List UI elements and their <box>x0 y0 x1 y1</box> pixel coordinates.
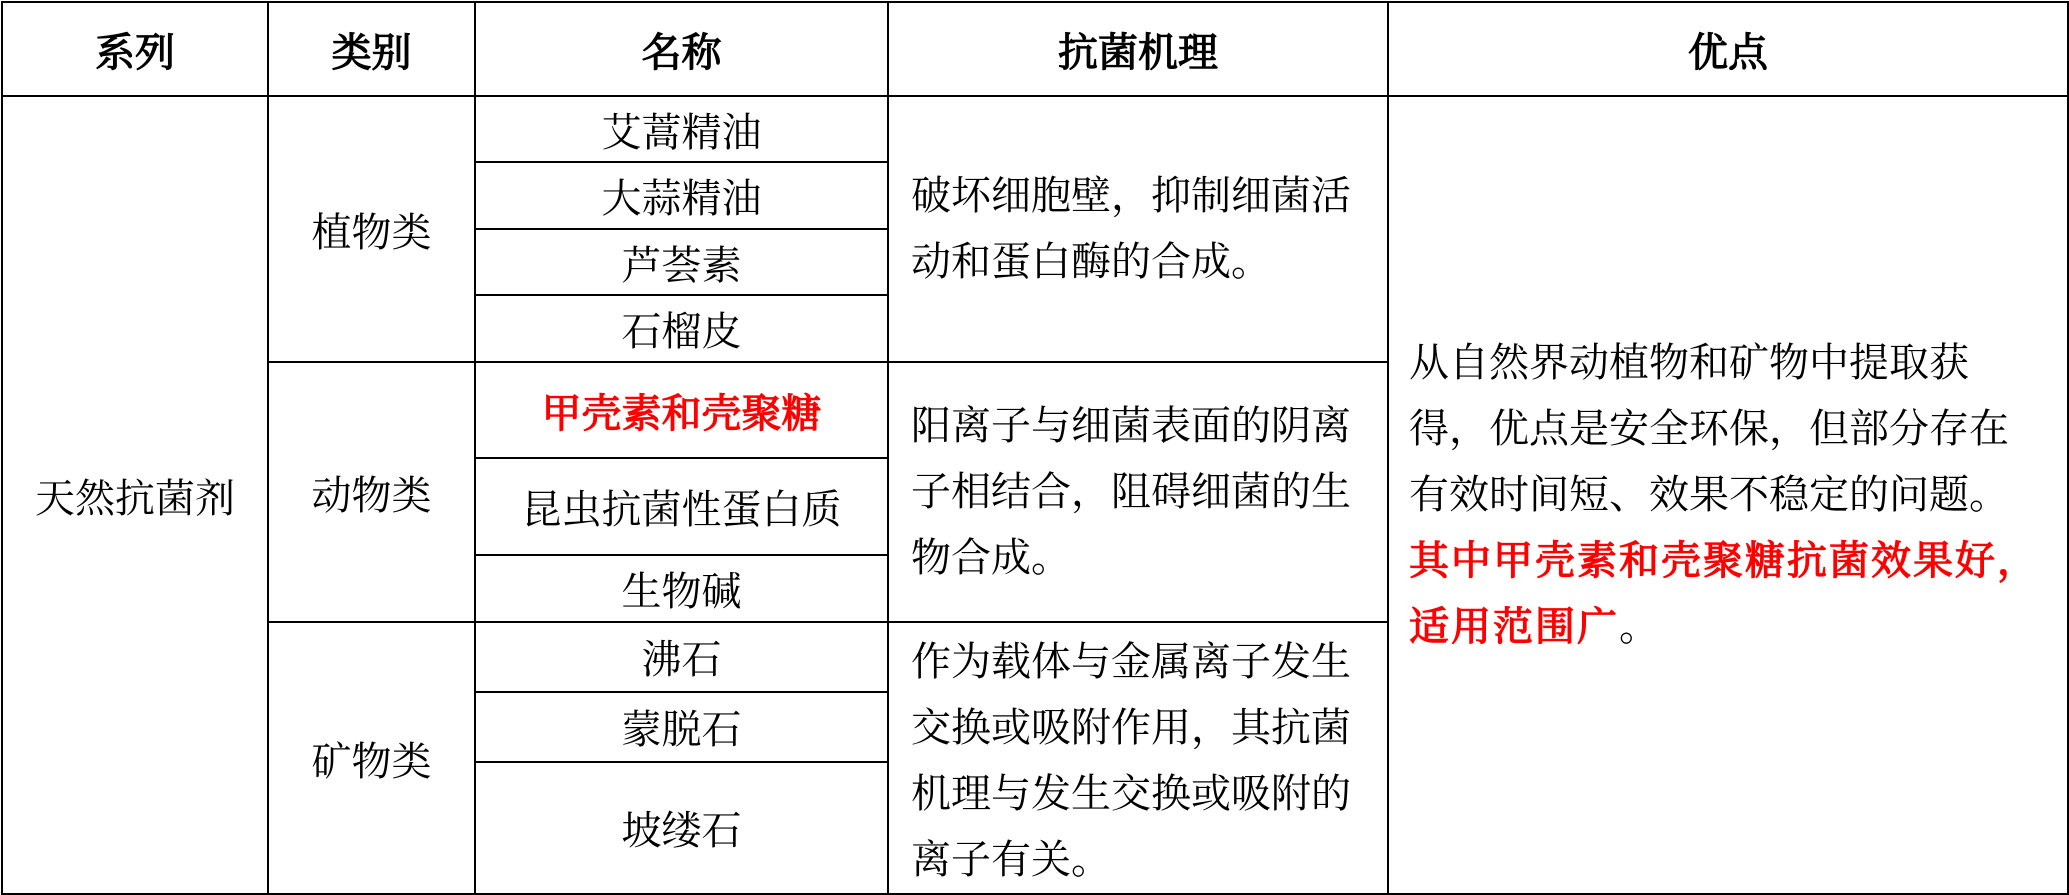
advantage-tail: 。 <box>1619 604 1659 650</box>
header-advantage: 优点 <box>1388 2 2068 96</box>
item-name: 昆虫抗菌性蛋白质 <box>475 458 888 555</box>
advantage-highlight: 其中甲壳素和壳聚糖抗菌效果好，适用范围广 <box>1409 538 2039 650</box>
mechanism-mineral: 作为载体与金属离子发生交换或吸附作用，其抗菌机理与发生交换或吸附的离子有关。 <box>888 622 1388 894</box>
mechanism-plant: 破坏细胞壁，抑制细菌活动和蛋白酶的合成。 <box>888 96 1388 362</box>
advantage-cell <box>1388 96 2068 894</box>
category-animal: 动物类 <box>268 362 475 622</box>
item-name: 大蒜精油 <box>475 162 888 229</box>
item-name: 沸石 <box>475 622 888 692</box>
item-name-highlight: 甲壳素和壳聚糖 <box>475 362 888 458</box>
item-name: 蒙脱石 <box>475 692 888 762</box>
header-series: 系列 <box>2 2 268 96</box>
item-name: 生物碱 <box>475 555 888 622</box>
series-cell: 天然抗菌剂 <box>2 96 268 894</box>
header-row <box>2 2 2068 96</box>
antibacterial-agent-table <box>1 1 2069 895</box>
category-mineral: 矿物类 <box>268 622 475 894</box>
table-row <box>2 96 2068 162</box>
item-name: 石榴皮 <box>475 295 888 362</box>
item-name: 坡缕石 <box>475 762 888 894</box>
item-name: 芦荟素 <box>475 229 888 295</box>
mechanism-animal: 阳离子与细菌表面的阴离子相结合，阻碍细菌的生物合成。 <box>888 362 1388 622</box>
category-plant: 植物类 <box>268 96 475 362</box>
header-name: 名称 <box>475 2 888 96</box>
advantage-text: 从自然界动植物和矿物中提取获得，优点是安全环保，但部分存在有效时间短、效果不稳定的问题。 <box>1409 340 2009 518</box>
header-category: 类别 <box>268 2 475 96</box>
item-name: 艾蒿精油 <box>475 96 888 162</box>
header-mechanism: 抗菌机理 <box>888 2 1388 96</box>
